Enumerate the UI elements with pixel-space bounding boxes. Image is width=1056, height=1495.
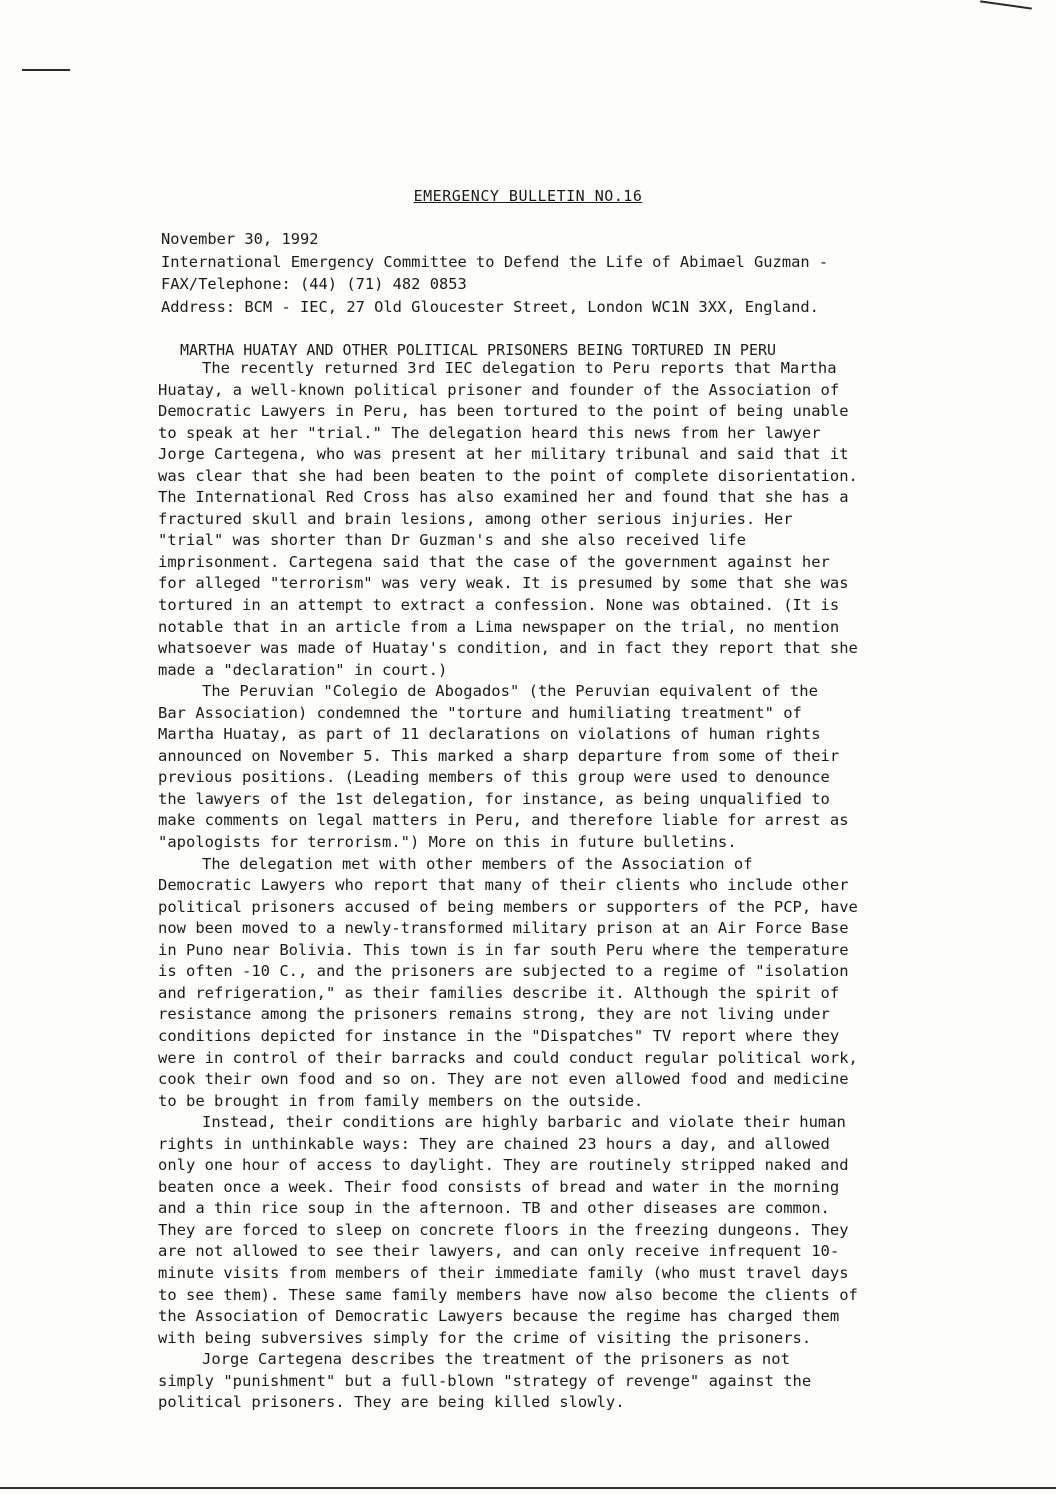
body-line: political prisoners accused of being members or supporters of the PCP, have: [158, 897, 858, 916]
scan-mark-top-left: [22, 69, 70, 71]
body-line: whatsoever was made of Huatay's condition, and in fact they report that she: [158, 639, 858, 658]
body-line: Instead, their conditions are highly barbaric and violate their human: [202, 1113, 846, 1132]
body-line: notable that in an article from a Lima newspaper on the trial, no mention: [158, 617, 840, 636]
body-line: They are forced to sleep on concrete floors in the freezing dungeons. They: [158, 1220, 849, 1239]
body-line: Democratic Lawyers in Peru, has been tortured to the point of being unable: [158, 402, 849, 421]
body-line: Jorge Cartegena describes the treatment of the prisoners as not: [202, 1350, 790, 1369]
body-line: now been moved to a newly-transformed military prison at an Air Force Base: [158, 919, 849, 938]
body-line: were in control of their barracks and could conduct regular political work,: [158, 1048, 858, 1067]
body-line: announced on November 5. This marked a sharp departure from some of their: [158, 746, 840, 765]
body-line: political prisoners. They are being killed slowly.: [158, 1393, 625, 1412]
body-line: cook their own food and so on. They are not even allowed food and medicine: [158, 1070, 849, 1089]
body-line: and a thin rice soup in the afternoon. TB and other diseases are common.: [158, 1199, 830, 1218]
body-line: the lawyers of the 1st delegation, for instance, as being unqualified to: [158, 789, 830, 808]
body-line: make comments on legal matters in Peru, and therefore liable for arrest as: [158, 811, 849, 830]
body-line: are not allowed to see their lawyers, and can only receive infrequent 10-: [158, 1242, 840, 1261]
body-line: with being subversives simply for the crime of visiting the prisoners.: [158, 1328, 812, 1347]
bottom-scan-edge: [0, 1487, 1056, 1489]
body-line: rights in unthinkable ways: They are chained 23 hours a day, and allowed: [158, 1134, 830, 1153]
body-line: The International Red Cross has also examined her and found that she has a: [158, 488, 849, 507]
body-line: The delegation met with other members of the Association of: [202, 854, 753, 873]
body-line: was clear that she had been beaten to the point of complete disorientation.: [158, 466, 858, 485]
body-line: tortured in an attempt to extract a confession. None was obtained. (It is: [158, 596, 840, 615]
scan-mark-top-right: [980, 0, 1032, 9]
body-line: minute visits from members of their immediate family (who must travel days: [158, 1263, 849, 1282]
header-committee: International Emergency Committee to Defend the Life of Abimael Guzman -: [161, 252, 829, 271]
body-line: simply "punishment" but a full-blown "strategy of revenge" against the: [158, 1371, 812, 1390]
body-line: Jorge Cartegena, who was present at her military tribunal and said that it: [158, 445, 849, 464]
body-line: The recently returned 3rd IEC delegation to Peru reports that Martha: [202, 359, 837, 377]
body-line: to be brought in from family members on the outside.: [158, 1091, 644, 1110]
body-line: Martha Huatay, as part of 11 declarations on violations of human rights: [158, 725, 821, 744]
bulletin-header: [161, 228, 941, 318]
body-line: and refrigeration," as their families describe it. Although the spirit of: [158, 983, 840, 1002]
body-line: The Peruvian "Colegio de Abogados" (the Peruvian equivalent of the: [202, 682, 818, 701]
body-line: previous positions. (Leading members of this group were used to denounce: [158, 768, 830, 787]
body-line: resistance among the prisoners remains strong, they are not living under: [158, 1005, 830, 1024]
body-line: beaten once a week. Their food consists of bread and water in the morning: [158, 1177, 840, 1196]
body-line: imprisonment. Cartegena said that the case of the government against her: [158, 552, 830, 571]
header-fax: FAX/Telephone: (44) (71) 482 0853: [161, 275, 467, 293]
header-address: Address: BCM - IEC, 27 Old Gloucester Street, London WC1N 3XX, England.: [161, 297, 819, 316]
body-line: only one hour of access to daylight. They are routinely stripped naked and: [158, 1156, 849, 1175]
body-line: "trial" was shorter than Dr Guzman's and she also received life: [158, 531, 746, 550]
article-body: [158, 358, 948, 1414]
body-line: "apologists for terrorism.") More on this in future bulletins.: [158, 833, 737, 852]
body-line: to speak at her "trial." The delegation heard this news from her lawyer: [158, 423, 821, 442]
bulletin-title: EMERGENCY BULLETIN NO.16: [413, 187, 643, 205]
body-line: in Puno near Bolivia. This town is in far south Peru where the temperature: [158, 940, 849, 959]
header-date: November 30, 1992: [161, 230, 319, 248]
body-line: fractured skull and brain lesions, among other serious injuries. Her: [158, 509, 793, 528]
body-line: the Association of Democratic Lawyers because the regime has charged them: [158, 1307, 840, 1326]
body-line: Democratic Lawyers who report that many of their clients who include other: [158, 876, 849, 895]
body-line: is often -10 C., and the prisoners are subjected to a regime of "isolation: [158, 962, 849, 981]
body-line: for alleged "terrorism" was very weak. It is presumed by some that she was: [158, 574, 849, 593]
article-heading: MARTHA HUATAY AND OTHER POLITICAL PRISONERS BEING TORTURED IN PERU: [180, 341, 777, 359]
body-line: to see them). These same family members have now also become the clients of: [158, 1285, 858, 1304]
body-line: Bar Association) condemned the "torture and humiliating treatment" of: [158, 703, 802, 722]
body-line: made a "declaration" in court.): [158, 660, 448, 679]
body-line: Huatay, a well-known political prisoner and founder of the Association of: [158, 380, 840, 399]
body-line: conditions depicted for instance in the "Dispatches" TV report where they: [158, 1026, 840, 1045]
